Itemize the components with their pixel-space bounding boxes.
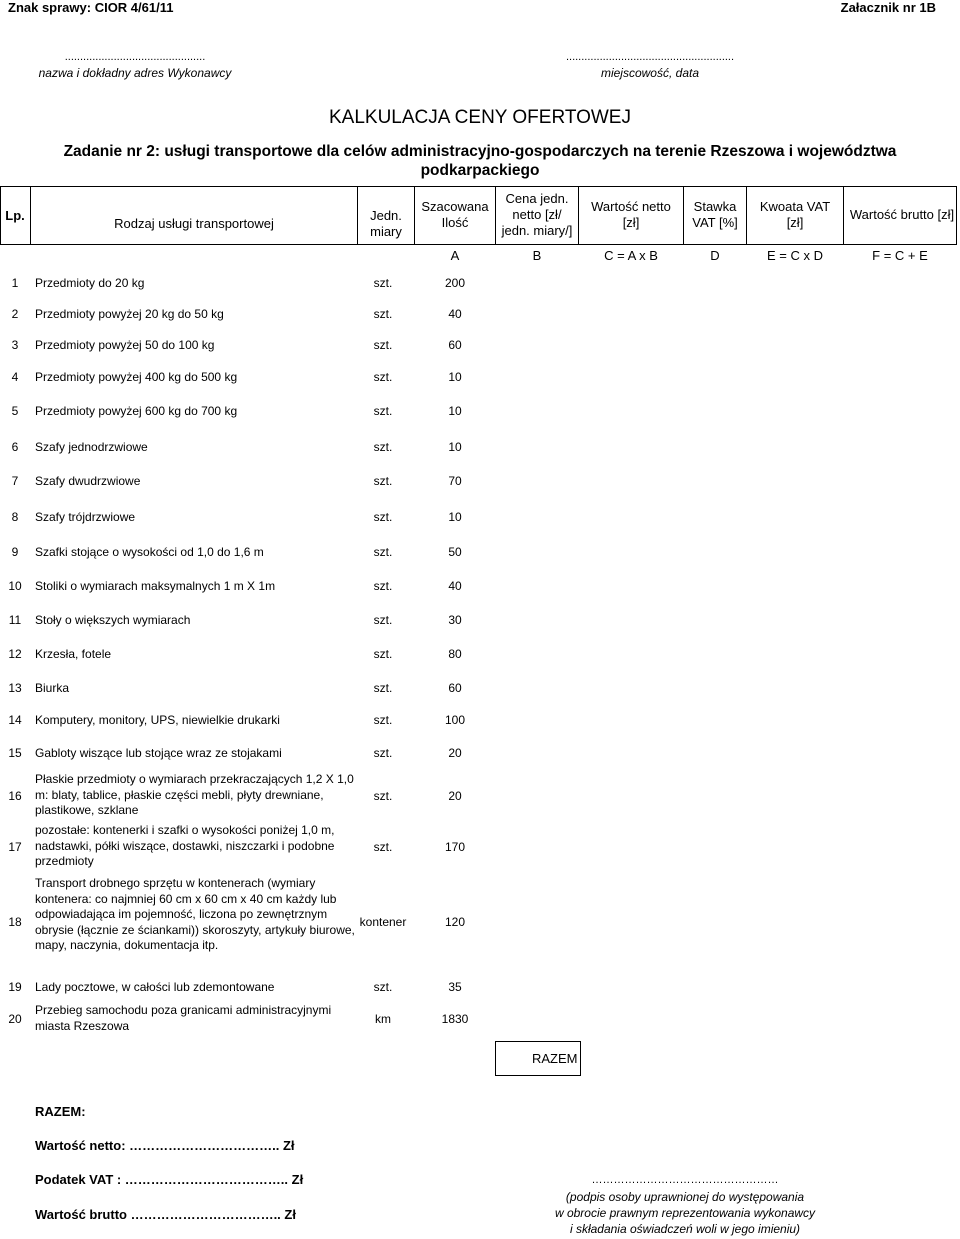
row-lp: 18	[8, 915, 22, 929]
row-lp: 2	[11, 307, 19, 321]
row-unit: km	[375, 1012, 391, 1026]
row-desc: pozostałe: kontenerki i szafki o wysokości poniżej 1,0 m, nadstawki, półki wiszące, dostawki, niszczarki i podobne przedmioty	[35, 823, 335, 868]
row-unit: szt.	[373, 789, 393, 803]
header-unit-1: Jedn.	[370, 208, 402, 223]
signature-line1: (podpis osoby uprawnionej do występowania	[565, 1190, 805, 1204]
row-unit: szt.	[373, 647, 393, 661]
row-desc: Lady pocztowe, w całości lub zdemontowane	[35, 980, 275, 994]
row-unit: szt.	[373, 307, 393, 321]
row-desc: Szafy dwudrzwiowe	[35, 474, 141, 488]
summary-heading: RAZEM:	[35, 1104, 86, 1119]
row-desc: Stoliki o wymiarach maksymalnych 1 m X 1m	[35, 579, 276, 593]
signature-line2: w obrocie prawnym reprezentowania wykonawcy	[554, 1206, 816, 1220]
summary-net: Wartość netto: …………………………….. Zł	[35, 1138, 295, 1153]
row-unit: szt.	[373, 370, 393, 384]
row-desc: Szafy jednodrzwiowe	[35, 440, 148, 454]
row-qty: 60	[448, 681, 462, 695]
header-qty-2: Ilość	[441, 215, 469, 230]
attachment-label: Załacznik nr 1B	[840, 0, 936, 15]
header-net-2: [zł]	[622, 215, 640, 230]
subtitle-line1: Zadanie nr 2: usługi transportowe dla celów administracyjno-gospodarczych na terenie Rzeszowa i województwa	[63, 143, 897, 160]
row-lp: 17	[8, 840, 22, 854]
contractor-dots: ..............................................	[64, 51, 206, 63]
row-lp: 5	[11, 404, 19, 418]
row-qty: 50	[448, 545, 462, 559]
row-qty: 80	[448, 647, 462, 661]
header-net-1: Wartość netto	[591, 199, 671, 214]
subtitle-line2: podkarpackiego	[420, 162, 540, 179]
row-qty: 100	[444, 713, 466, 727]
total-label: RAZEM	[532, 1051, 578, 1066]
row-lp: 15	[8, 746, 22, 760]
row-qty: 10	[448, 510, 462, 524]
row-desc: Szafy trójdrzwiowe	[35, 510, 136, 524]
header-price-1: Cena jedn.	[505, 191, 569, 206]
row-unit: szt.	[373, 980, 393, 994]
header-vat-2: [zł]	[786, 215, 804, 230]
row-qty: 40	[448, 579, 462, 593]
row-unit: szt.	[373, 474, 393, 488]
row-unit: szt.	[373, 681, 393, 695]
row-unit: szt.	[373, 276, 393, 290]
row-lp: 19	[8, 980, 22, 994]
signature-line3: i składania oświadczeń woli w jego imieniu)	[569, 1222, 801, 1236]
row-unit: szt.	[373, 404, 393, 418]
formula-b: B	[532, 248, 542, 263]
header-service: Rodzaj usługi transportowej	[114, 216, 274, 231]
row-desc: Biurka	[35, 681, 70, 695]
header-price-3: jedn. miary/]	[501, 223, 573, 238]
row-lp: 7	[11, 474, 19, 488]
row-qty: 40	[448, 307, 462, 321]
row-qty: 60	[448, 338, 462, 352]
row-desc: Płaskie przedmioty o wymiarach przekraczających 1,2 X 1,0 m: blaty, tablice, płaskie części mebli, płyty drewniane, plastikowe, szklane	[35, 772, 354, 817]
formula-d: D	[710, 248, 720, 263]
row-desc: Przedmioty do 20 kg	[35, 276, 145, 290]
row-lp: 4	[11, 370, 19, 384]
formula-a: A	[450, 248, 460, 263]
row-unit: szt.	[373, 510, 393, 524]
row-desc: Przedmioty powyżej 50 do 100 kg	[35, 338, 215, 352]
row-lp: 8	[11, 510, 19, 524]
row-desc: Gabloty wiszące lub stojące wraz ze stojakami	[35, 746, 282, 760]
row-desc: Stoły o większych wymiarach	[35, 613, 191, 627]
header-qty-1: Szacowana	[421, 199, 489, 214]
formula-f: F = C + E	[872, 248, 928, 263]
header-unit-2: miary	[370, 224, 402, 239]
row-desc: Szafki stojące o wysokości od 1,0 do 1,6 m	[35, 545, 264, 559]
row-qty: 20	[448, 746, 462, 760]
row-lp: 3	[11, 338, 19, 352]
row-qty: 10	[448, 370, 462, 384]
summary-gross: Wartość brutto …………………………….. Zł	[35, 1207, 296, 1222]
place-dots: .......................................................	[565, 51, 735, 63]
row-lp: 11	[8, 613, 22, 627]
case-number: Znak sprawy: CIOR 4/61/11	[8, 0, 174, 15]
row-desc: Przedmioty powyżej 20 kg do 50 kg	[35, 307, 224, 321]
row-lp: 1	[11, 276, 19, 290]
row-qty: 70	[448, 474, 462, 488]
row-lp: 12	[8, 647, 22, 661]
row-unit: szt.	[373, 746, 393, 760]
row-desc: Przedmioty powyżej 400 kg do 500 kg	[35, 370, 238, 384]
row-qty: 35	[448, 980, 462, 994]
row-desc: Przedmioty powyżej 600 kg do 700 kg	[35, 404, 238, 418]
header-gross: Wartość brutto [zł]	[849, 207, 955, 222]
contractor-label: nazwa i dokładny adres Wykonawcy	[38, 66, 232, 80]
row-lp: 13	[8, 681, 22, 695]
row-qty: 30	[448, 613, 462, 627]
row-unit: szt.	[373, 613, 393, 627]
row-lp: 14	[8, 713, 22, 727]
row-lp: 6	[11, 440, 19, 454]
row-unit: szt.	[373, 840, 393, 854]
signature-dots: ……………………………………………	[591, 1174, 779, 1186]
formula-c: C = A x B	[604, 248, 658, 263]
formula-e: E = C x D	[767, 248, 823, 263]
row-qty: 20	[448, 789, 462, 803]
header-vat-1: Kwoata VAT	[759, 199, 831, 214]
header-rate-1: Stawka	[693, 199, 737, 214]
row-lp: 20	[8, 1012, 22, 1026]
row-desc: Komputery, monitory, UPS, niewielkie drukarki	[35, 713, 280, 727]
row-lp: 9	[11, 545, 19, 559]
row-unit: kontener	[359, 915, 407, 929]
row-unit: szt.	[373, 338, 393, 352]
row-qty: 1830	[441, 1012, 469, 1026]
row-desc: Krzesła, fotele	[35, 647, 112, 661]
row-unit: szt.	[373, 545, 393, 559]
summary-vat: Podatek VAT : ……………………………….. Zł	[35, 1172, 304, 1187]
row-qty: 10	[448, 440, 462, 454]
row-lp: 16	[8, 789, 22, 803]
row-unit: szt.	[373, 579, 393, 593]
row-lp: 10	[8, 579, 22, 593]
row-unit: szt.	[373, 440, 393, 454]
row-unit: szt.	[373, 713, 393, 727]
header-lp: Lp.	[5, 208, 25, 223]
header-price-2: netto [zł/	[512, 207, 562, 222]
page-title: KALKULACJA CENY OFERTOWEJ	[329, 107, 631, 128]
row-desc: Transport drobnego sprzętu w kontenerach (wymiary kontenera: co najmniej 60 cm x 60 cm x 40 cm każdy lub odpowiadająca im pojemność, liczona po zewnętrznym obrysie (łącznie ze ściankami)) skoroszyty, artykuły biurowe, mapy, naczynia, dokumentacja itp.	[35, 876, 355, 952]
place-label: miejscowość, data	[600, 66, 700, 80]
header-rate-2: VAT [%]	[692, 215, 738, 230]
row-qty: 10	[448, 404, 462, 418]
row-qty: 200	[444, 276, 466, 290]
row-qty: 170	[444, 840, 466, 854]
row-desc: Przebieg samochodu poza granicami administracyjnymi miasta Rzeszowa	[35, 1003, 332, 1033]
row-qty: 120	[444, 915, 466, 929]
